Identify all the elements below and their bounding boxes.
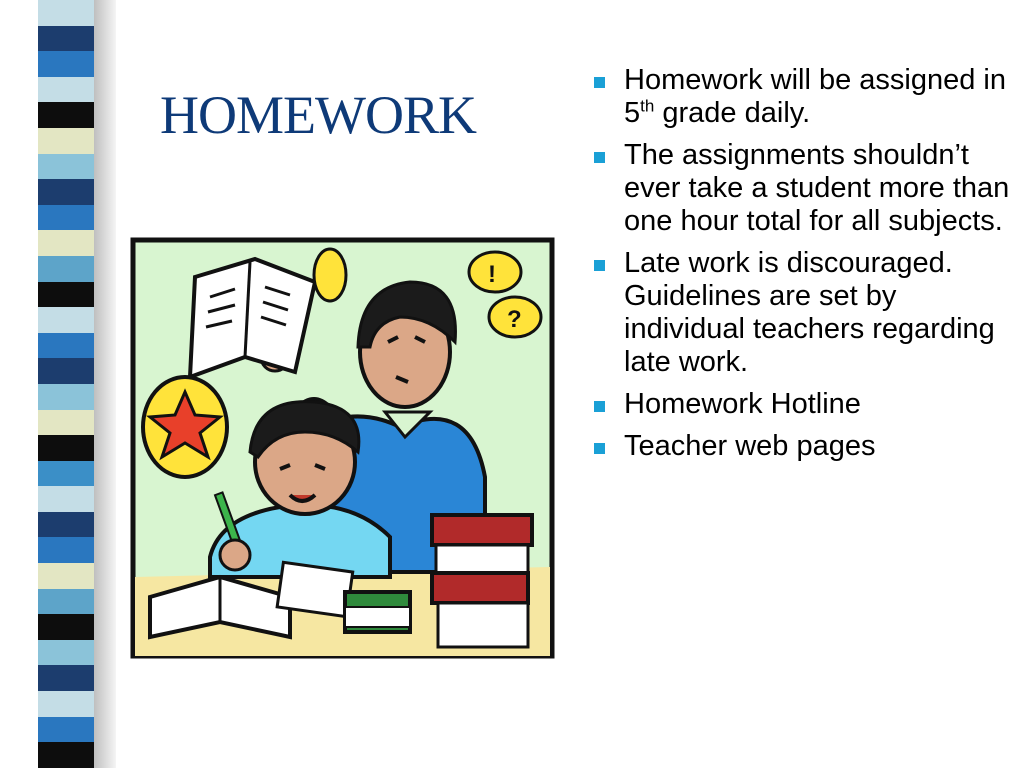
exclaim-bubble (469, 252, 521, 292)
stripe-segment (38, 77, 94, 103)
stripe-segment (38, 51, 94, 77)
stripe-segment (38, 640, 94, 666)
bullet-text: Homework Hotline (624, 388, 861, 420)
bullet-text-part: Homework will be assigned in 5 (624, 64, 1006, 129)
stripe-segment (38, 563, 94, 589)
stripe-segment (38, 0, 94, 26)
stripe-segment (38, 435, 94, 461)
svg-text:?: ? (507, 306, 522, 333)
stripe-segment (38, 307, 94, 333)
stripe-segment (38, 282, 94, 308)
stripe-segment (38, 742, 94, 768)
stripe-segment (38, 205, 94, 231)
stripe-segment (38, 230, 94, 256)
stripe-segment (38, 358, 94, 384)
stripe-segment (38, 665, 94, 691)
bullet-text: Late work is discouraged. Guidelines are set by individual teachers regarding late work. (624, 247, 995, 378)
stripe-segment (38, 154, 94, 180)
stripe-segment (38, 128, 94, 154)
stripe-segment (38, 102, 94, 128)
stripe-segment (38, 384, 94, 410)
bullet-item (590, 139, 1010, 238)
stripe-segment (38, 512, 94, 538)
stripe-segment (38, 461, 94, 487)
stack-book-1 (432, 515, 532, 545)
stripe-segment (38, 614, 94, 640)
stack-book-4 (438, 603, 528, 647)
stripe-segment (38, 589, 94, 615)
star-bubble (143, 377, 227, 477)
child-mouth (290, 495, 315, 501)
paper-sheet (277, 562, 353, 616)
bullet-item (590, 247, 1010, 379)
bullet-item (590, 64, 1010, 130)
homework-clipart (130, 237, 555, 659)
square-bullet-icon (594, 260, 605, 271)
bullet-list (590, 64, 1010, 472)
bullet-item (590, 388, 1010, 421)
bullet-text: The assignments shouldn’t ever take a student more than one hour total for all subjects. (624, 139, 1010, 237)
stack-book-2 (436, 545, 528, 573)
square-bullet-icon (594, 401, 605, 412)
stripe-segment (38, 486, 94, 512)
stripe-segment (38, 333, 94, 359)
stack-book-3 (432, 573, 528, 603)
bullet-text: Teacher web pages (624, 430, 876, 462)
decorative-stripe-bar (38, 0, 94, 768)
held-book (190, 259, 315, 377)
stripe-segment (38, 537, 94, 563)
bullet-item (590, 430, 1010, 463)
stripe-segment (38, 26, 94, 52)
stripe-bar-shadow (94, 0, 116, 768)
bullet-text-part: grade daily. (654, 97, 811, 129)
slide-title: HOMEWORK (160, 85, 476, 145)
square-bullet-icon (594, 77, 605, 88)
square-bullet-icon (594, 152, 605, 163)
exclaim-bubble-small (314, 249, 346, 301)
stripe-segment (38, 256, 94, 282)
stripe-segment (38, 179, 94, 205)
svg-text:!: ! (488, 261, 496, 288)
stripe-segment (38, 410, 94, 436)
stripe-segment (38, 691, 94, 717)
ordinal-suffix: th (640, 96, 655, 116)
question-bubble (489, 297, 541, 337)
stripe-segment (38, 717, 94, 743)
square-bullet-icon (594, 443, 605, 454)
child-hand (220, 540, 250, 570)
